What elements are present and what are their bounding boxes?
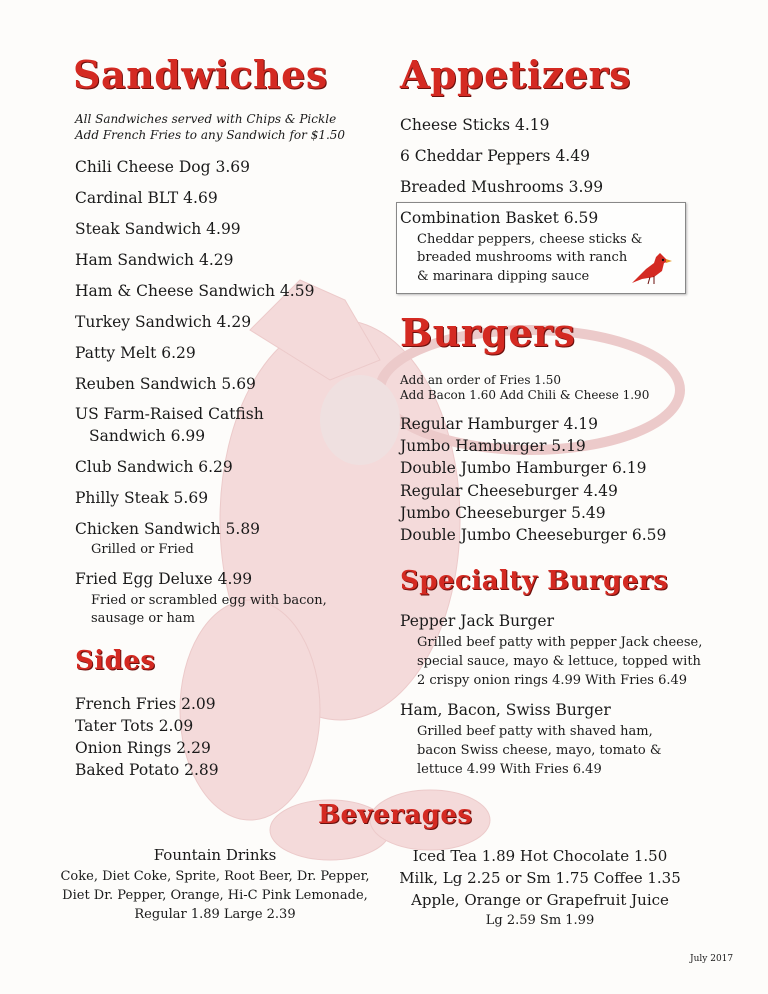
- burgers-note: Add Bacon 1.60 Add Chili & Cheese 1.90: [400, 388, 650, 402]
- print-date: July 2017: [690, 954, 734, 964]
- list-item: Chicken Sandwich 5.89: [75, 520, 261, 538]
- list-item: Combination Basket 6.59: [400, 209, 599, 227]
- beverages-heading: Beverages: [318, 800, 473, 830]
- fountain-drinks-title: Fountain Drinks: [153, 846, 277, 864]
- list-item: Club Sandwich 6.29: [75, 458, 233, 476]
- list-item: Jumbo Cheeseburger 5.49: [400, 504, 606, 522]
- item-description: Lg 2.59 Sm 1.99: [485, 913, 595, 928]
- sandwiches-note: All Sandwiches served with Chips & Pickle: [75, 112, 337, 126]
- list-item: Apple, Orange or Grapefruit Juice: [411, 891, 669, 909]
- list-item: Steak Sandwich 4.99: [75, 220, 241, 238]
- list-item: Breaded Mushrooms 3.99: [400, 178, 604, 196]
- list-item: Reuben Sandwich 5.69: [75, 375, 256, 393]
- list-item: Turkey Sandwich 4.29: [75, 313, 252, 331]
- list-item: French Fries 2.09: [75, 695, 216, 713]
- list-item: Cheese Sticks 4.19: [400, 116, 550, 134]
- item-description: sausage or ham: [91, 611, 195, 626]
- burgers-heading: Burgers: [400, 310, 576, 355]
- list-item: Regular Cheeseburger 4.49: [400, 482, 618, 500]
- list-item: Onion Rings 2.29: [75, 739, 211, 757]
- item-description: & marinara dipping sauce: [417, 269, 590, 284]
- list-item: Double Jumbo Cheeseburger 6.59: [400, 526, 667, 544]
- list-item: 6 Cheddar Peppers 4.49: [400, 147, 590, 165]
- list-item: Ham Sandwich 4.29: [75, 251, 234, 269]
- list-item: Cardinal BLT 4.69: [75, 189, 218, 207]
- list-item: Milk, Lg 2.25 or Sm 1.75 Coffee 1.35: [399, 869, 681, 887]
- appetizers-heading: Appetizers: [400, 52, 631, 97]
- list-item: Patty Melt 6.29: [75, 344, 196, 362]
- item-description: lettuce 4.99 With Fries 6.49: [417, 762, 602, 777]
- item-description: Regular 1.89 Large 2.39: [134, 907, 296, 922]
- item-description: breaded mushrooms with ranch: [417, 250, 628, 265]
- item-description: Grilled or Fried: [91, 542, 194, 557]
- list-item: Regular Hamburger 4.19: [400, 415, 598, 433]
- item-description: Cheddar peppers, cheese sticks &: [417, 232, 643, 247]
- item-description: bacon Swiss cheese, mayo, tomato &: [417, 743, 662, 758]
- list-item: Sandwich 6.99: [89, 427, 206, 445]
- list-item: Double Jumbo Hamburger 6.19: [400, 459, 647, 477]
- burgers-note: Add an order of Fries 1.50: [400, 373, 562, 387]
- list-item: Tater Tots 2.09: [75, 717, 194, 735]
- item-description: Fried or scrambled egg with bacon,: [91, 593, 327, 608]
- list-item: Baked Potato 2.89: [75, 761, 219, 779]
- item-description: Diet Dr. Pepper, Orange, Hi-C Pink Lemonade,: [62, 888, 368, 903]
- list-item: Ham & Cheese Sandwich 4.59: [75, 282, 315, 300]
- sandwiches-note: Add French Fries to any Sandwich for $1.50: [75, 128, 346, 142]
- list-item: Chili Cheese Dog 3.69: [75, 158, 251, 176]
- list-item: Jumbo Hamburger 5.19: [400, 437, 586, 455]
- list-item: Philly Steak 5.69: [75, 489, 209, 507]
- item-description: Grilled beef patty with shaved ham,: [417, 724, 653, 739]
- item-description: 2 crispy onion rings 4.99 With Fries 6.49: [417, 673, 688, 688]
- list-item: Ham, Bacon, Swiss Burger: [400, 701, 611, 719]
- list-item: Pepper Jack Burger: [400, 612, 555, 630]
- sandwiches-heading: Sandwiches: [73, 52, 328, 97]
- list-item: US Farm-Raised Catfish: [75, 405, 264, 423]
- item-description: special sauce, mayo & lettuce, topped with: [417, 654, 701, 669]
- item-description: Coke, Diet Coke, Sprite, Root Beer, Dr. Pepper,: [60, 869, 370, 884]
- list-item: Fried Egg Deluxe 4.99: [75, 570, 253, 588]
- sides-heading: Sides: [75, 646, 156, 676]
- item-description: Grilled beef patty with pepper Jack cheese,: [417, 635, 703, 650]
- cardinal-bird-icon: [630, 249, 674, 285]
- specialty-burgers-heading: Specialty Burgers: [400, 566, 669, 596]
- list-item: Iced Tea 1.89 Hot Chocolate 1.50: [412, 847, 668, 865]
